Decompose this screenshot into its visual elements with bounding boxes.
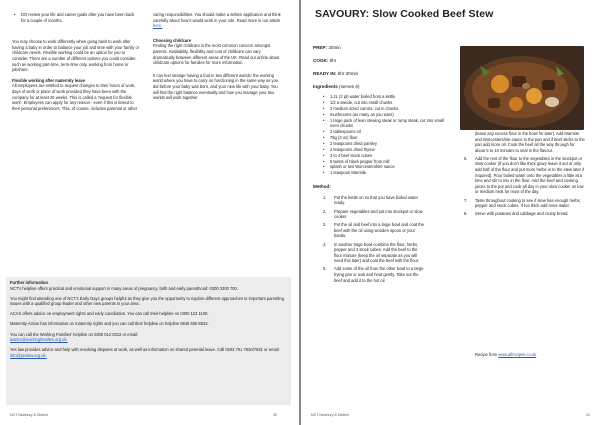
prep-value: 30min [328,45,341,50]
left-column-2 [153,12,283,106]
beef-chunk [488,98,500,108]
method-step [460,198,586,209]
recipe-column-2 [460,131,586,219]
further-item: ACAS offers advice on employment rights and early conciliation. You can call their helpline on 0300 123 1100. [10,311,209,317]
further-item: NCT's helpline offers practical and emotional support in many areas of pregnancy, birth and early parenthood: 0300 3300 700. [10,285,238,291]
ingredient-item: • 3 to 4 beef stock cubes [321,153,453,159]
step-number: 7. [464,197,468,203]
cook-value: 5hr [329,58,337,63]
email-link-yeslaw[interactable]: info@yeslaw.org.uk. [10,352,47,358]
method-step [460,211,586,217]
article-link[interactable]: here. [153,23,163,29]
step-number: 1. [323,194,327,200]
ingredient-item: • 1 teaspoon Marmite [321,170,453,176]
step-number: 6. [464,155,468,161]
further-item-text: Yes law provides advice and help with resolving disputes at work, as well as information on shared parental leave. Call 0203 701 7530/7531 or email [10,347,279,353]
page-number-left: 30 [273,413,277,418]
further-item: Maternity Action has information on maternity rights and you can call their helpline on helpline 0845 600 8533. [10,321,209,327]
step-number: 8. [464,211,468,217]
right-page [301,0,600,425]
flexible-text: All employees are entitled to request changes to their hours of work, days of work or place of work provided they have been with the company for at least 26 weeks. This is called a 'request for flexible work'. Employees can apply for any reason - even if this is linked to their personal preferences. This, of course, includes parental or other [12,83,138,111]
recipe-title: SAVOURY: Slow Cooked Beef Stew [315,8,494,20]
left-page [0,0,299,425]
method-step [319,242,425,264]
further-heading: Further information [10,280,48,285]
recipe-column-1 [313,45,453,286]
stew-photo-illustration [460,46,584,130]
step-number: 3. [323,222,327,228]
further-info-box [6,277,291,405]
step-number: 4. [323,241,327,247]
ingredient-item: • splash or two Worcestershire sauce [321,164,453,170]
beef-chunk [542,80,555,90]
step-text: In another large bowl combine the flour, herbs, pepper and 3 stock cubes. Add the beef to the flour mixture (keep the oil separate as you will need this later) and coat the beef with the flour. [334,241,420,264]
beef-stew-photo [460,46,584,130]
caring-paragraph [153,12,283,29]
step-text: Prepare vegetables and put into stockpot or slow cooker. [334,208,423,220]
method-steps-1 [313,195,425,283]
ingredient-item: • 2 teaspoons dried thyme [321,147,453,153]
ingredient-item: • 1/2 a swede, cut into small chunks [321,100,453,106]
balance-text: It can feel strange having a foot in two different worlds: the working world where you have to carry on functioning in the same way as you did before your baby was born, and your new life with your baby. You will find the right balance eventually and how you manage your two worlds will work together. [153,72,279,101]
caring-text: caring responsibilities. You should make a written application and think carefully about how it would work in your role. Read more in our article [153,12,281,23]
ingredient-item: • 75g (3 oz) flour [321,135,453,141]
mushroom-piece [522,83,530,89]
ingredient-item: • 2 teaspoons dried parsley [321,141,453,147]
method-step [319,222,425,239]
recipe-source [475,352,585,358]
footer-left: NCT Newbury & District [10,413,48,418]
prep-label: PREP: [313,45,328,50]
left-column-1 [12,12,140,116]
step-text: Put the oil and beef into a large bowl and coat the beef with the oil using wooden spoon or your hands. [334,222,424,239]
ingredients-serves: (serves 6) [339,84,360,89]
further-item: You might find attending one of NCT's Early Days groups helpful as they give you the opportunity to explore different approaches to important parenting issues with a qualified group leader and other new parents in your area. [10,295,284,307]
page-number-right: 31 [586,413,590,418]
method-step [319,209,425,220]
ingredients-list [313,94,453,176]
ingredient-item: • 5 twists of black pepper from mill [321,159,453,165]
childcare-text: Finding the right childcare is the most common concern amongst parents. Availability, flexibility and cost of childcare can vary dramatically between different areas of the UK. Read our article about childcare options for families for more information. [153,43,280,66]
ingredient-item: • 3 medium sized carrots, cut in chunks [321,106,453,112]
flexible-heading: Flexible working after maternity leave [12,77,86,83]
ready-value: 5hr 30min [337,71,359,76]
cook-label: COOK: [313,58,329,63]
method-label: Method: [313,183,331,189]
prep-time [313,45,453,51]
footer-right: NCT Newbury & District [311,413,349,418]
method-step [460,156,586,195]
further-item [10,332,287,343]
carrot-chunk [491,75,509,93]
method-step [319,266,425,283]
step5-continued: (leave any excess flour in the bowl for later). Add Marmite and Worcestershire sauce to the pan and if beef sticks to the pan add more oil. Cook the beef all the way through for about 5 to 10 minutes to seal in the flavour. [475,131,585,153]
method-heading [313,184,453,190]
step-text: Add the rest of the flour to the vegetables in the stockpot or slow cooker (if you don't like thick gravy leave it out or only add half of the flour and put more herbs in to the stew later if required). Pour boiled water onto the vegetables a little at a time and stir to mix in the flour. Add the beef and cooking juices to the pot and cook all day in your slow cooker on low or medium heat for most of the day. [475,155,585,195]
carrot-chunk [509,97,523,111]
ingredient-item: • 2 tablespoons oil [321,129,453,135]
childcare-heading: Choosing childcare [153,37,191,43]
flexible-intro-paragraph: You may choose to work differently when going back to work after having a baby in order to balance your job and time with your family or childcare needs. Flexible working could be an option for you to consider. There are a number of different options you could consider, such as working part-time, term-time only, working from home or jobshare. [12,39,140,73]
cook-time [313,58,453,64]
step-text: Add some of the oil from the other bowl to a large frying pan or wok and heat gently. Take out the beef and add it to the hot oil [334,266,424,283]
carrot-chunk [526,88,542,104]
method-step [319,195,425,206]
ready-label: READY IN: [313,71,337,76]
further-item [10,347,287,358]
step-number: 2. [323,208,327,214]
ingredients-label: Ingredients [313,84,338,89]
ingredients-heading [313,84,453,90]
email-link-working-families[interactable]: advice@workingfamilies.org.uk. [10,337,68,343]
recipe-source-link[interactable]: www.allrecipes.co.uk [498,352,537,357]
ingredient-item: • 1.2L (2 pt) water boiled from a kettle [321,94,453,100]
step-text: Put the kettle on so that you have boiled water ready. [334,194,418,206]
step-number: 5. [323,266,327,272]
ready-time [313,71,453,77]
top-bullet: • DO review your life and career goals after you have been back for a couple of months. [12,12,140,23]
step-text: Taste throughout cooking to see if stew has enough herbs, pepper and stock cubes. If too thick add more water. [475,197,581,209]
potato-chunk [545,97,559,107]
ingredient-item: • mushrooms (as many as you want) [321,112,453,118]
ingredient-item: • 1 large pack of lean stewing steak or rump steak, cut into small even chunks [321,118,453,129]
method-steps-2 [460,156,586,217]
further-item-text: You can call the Working Families' helpline on 0300 012 0312 or email: [10,331,139,337]
recipe-from-label: Recipe from [475,352,498,357]
step-text: Serve with potatoes and cabbage and crusty bread. [475,211,569,217]
